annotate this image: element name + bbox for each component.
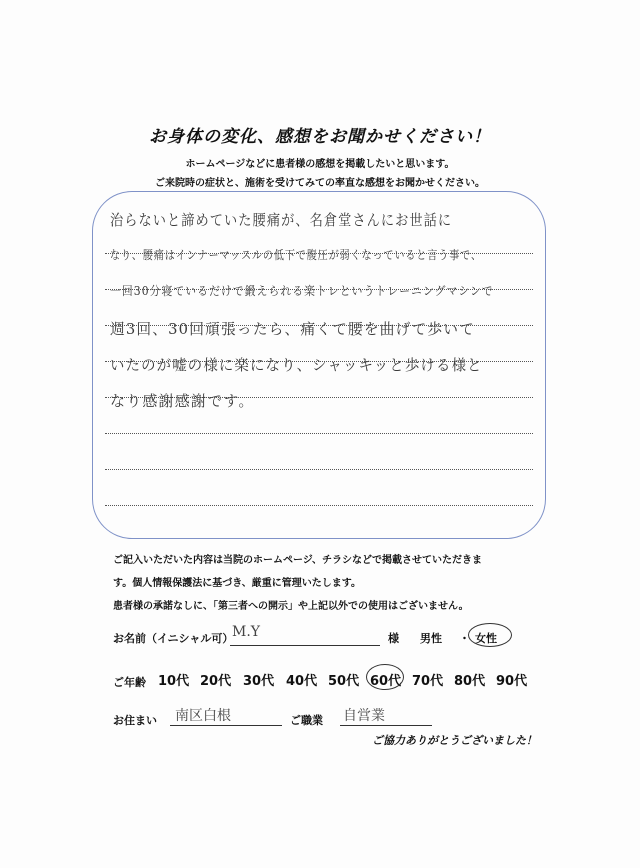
age-option-selected: 60代: [370, 674, 402, 689]
ruled-line: [105, 505, 533, 506]
address-underline: [170, 725, 282, 726]
comment-line: 一回30分寝ているだけで鍛えられる楽トレというトレーニングマシンで: [110, 284, 494, 298]
privacy-notice-2: す。個人情報保護法に基づき、厳重に管理いたします。: [113, 578, 361, 589]
age-option: 20代: [200, 674, 232, 689]
age-option: 70代: [412, 674, 444, 689]
age-option: 90代: [496, 674, 528, 689]
job-label: ご職業: [290, 714, 323, 727]
gender-option-male: 男性: [420, 632, 442, 645]
age-label: ご年齢: [113, 676, 146, 689]
ruled-line: [105, 469, 533, 470]
female-selected-circle: [468, 623, 512, 647]
comment-line: いたのが嘘の様に楽になり、シャッキッと歩ける様と: [110, 356, 483, 374]
age-option: 30代: [243, 674, 275, 689]
address-value: 南区白根: [175, 708, 231, 724]
privacy-notice-3: 患者様の承諾なしに、「第三者への開示」や上記以外での使用はございません。: [113, 601, 469, 612]
job-underline: [340, 725, 432, 726]
comment-line: 週3回、30回頑張ったら、痛くて腰を曲げて歩いて: [110, 320, 475, 338]
form-subtitle-2: ご来院時の症状と、施術を受けてみての率直な感想をお聞かせください。: [155, 178, 485, 189]
name-underline: [230, 645, 380, 646]
name-label: お名前（イニシャル可）: [113, 632, 234, 645]
age-option: 80代: [454, 674, 486, 689]
privacy-notice-1: ご記入いただいた内容は当院のホームページ、チラシなどで掲載させていただきま: [113, 555, 482, 566]
gender-option-female: 女性: [475, 632, 497, 645]
form-title: お身体の変化、感想をお聞かせください！: [149, 127, 491, 147]
comment-line: 治らないと諦めていた腰痛が、名倉堂さんにお世話に: [110, 211, 453, 229]
age-option: 10代: [158, 674, 190, 689]
ruled-line: [105, 433, 533, 434]
form-subtitle-1: ホームページなどに患者様の感想を掲載したいと思います。: [185, 159, 455, 170]
job-value: 自営業: [343, 708, 385, 724]
comment-line: なり、腰痛はインナーマッスルの低下で腹圧が弱くなっていると言う事で、: [110, 248, 482, 262]
age-option: 40代: [286, 674, 318, 689]
name-value: M.Y: [232, 624, 261, 640]
sama-label: 様: [388, 632, 399, 645]
age-selected-circle: [366, 664, 404, 690]
gender-separator: ・: [459, 632, 470, 645]
thanks-message: ご協力ありがとうございました！: [372, 734, 537, 747]
comment-line: なり感謝感謝です。: [110, 392, 255, 410]
age-option: 50代: [328, 674, 360, 689]
address-label: お住まい: [113, 714, 157, 727]
